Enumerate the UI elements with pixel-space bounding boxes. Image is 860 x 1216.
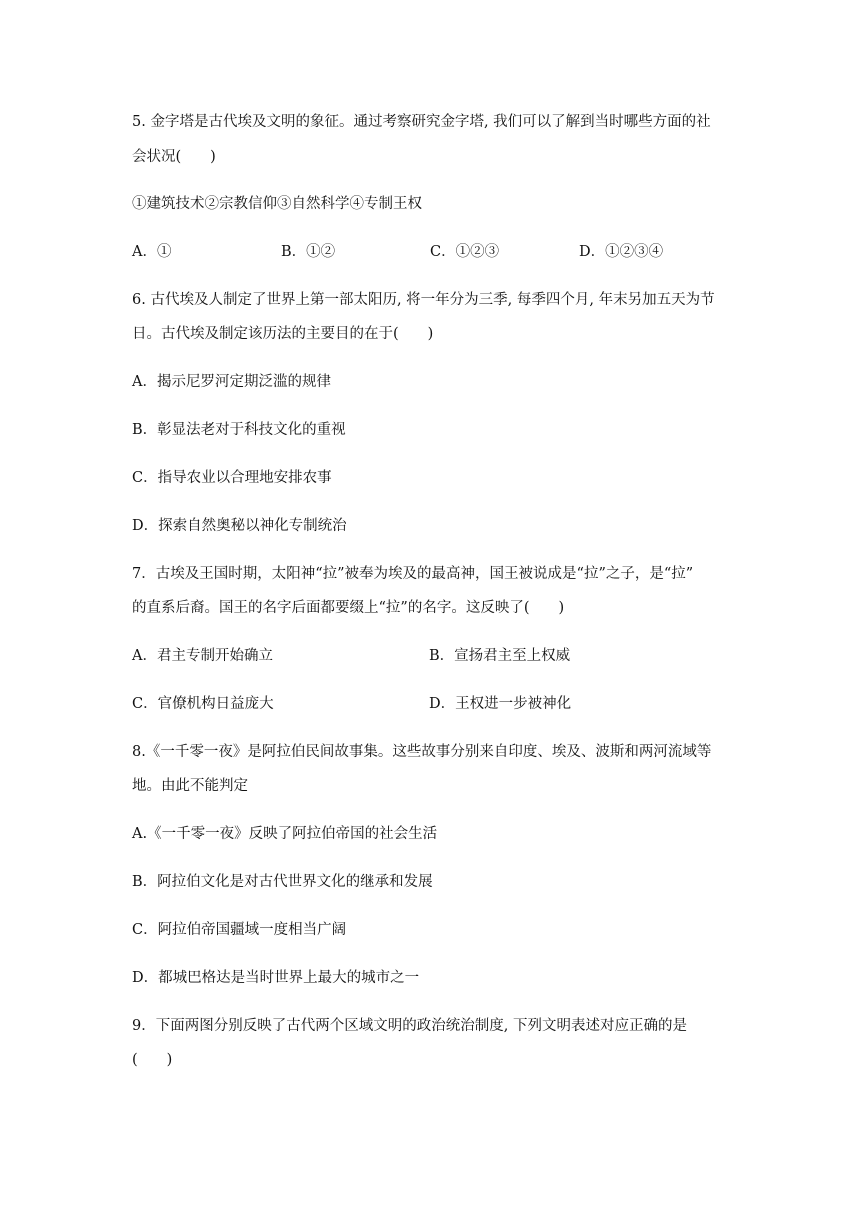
q5-option-c: C．①②③ [430, 244, 500, 260]
q8-option-c: C．阿拉伯帝国疆域一度相当广阔 [132, 922, 347, 938]
q7-option-d: D．王权进一步被神化 [429, 696, 572, 712]
q7-stem-line1: 7．古埃及王国时期，太阳神“拉”被奉为埃及的最高神，国王被说成是“拉”之子，是“拉” [132, 566, 694, 582]
q8-stem-line2: 地。由此不能判定 [132, 778, 248, 794]
q9-stem-line2: ( ) [132, 1052, 173, 1068]
q6-option-a: A．揭示尼罗河定期泛滥的规律 [132, 374, 331, 390]
q5-stem-line1: 5. 金字塔是古代埃及文明的象征。通过考察研究金字塔, 我们可以了解到当时哪些方面的社 [132, 114, 711, 130]
q5-option-a: A．① [132, 244, 172, 260]
q8-stem-line1: 8.《一千零一夜》是阿拉伯民间故事集。这些故事分别来自印度、埃及、波斯和两河流域等 [132, 744, 712, 760]
q7-stem-line2: 的直系后裔。国王的名字后面都要缀上“拉”的名字。这反映了( ) [132, 600, 565, 616]
q9-stem-line1: 9．下面两图分别反映了古代两个区域文明的政治统治制度, 下列文明表述对应正确的是 [132, 1018, 687, 1034]
q6-option-d: D．探索自然奥秘以神化专制统治 [132, 518, 347, 534]
q6-stem-line1: 6. 古代埃及人制定了世界上第一部太阳历, 将一年分为三季, 每季四个月, 年末另加五天为节 [132, 292, 715, 308]
q7-option-c: C．官僚机构日益庞大 [132, 696, 274, 712]
q6-option-c: C．指导农业以合理地安排农事 [132, 470, 332, 486]
q8-option-a: A.《一千零一夜》反映了阿拉伯帝国的社会生活 [132, 826, 438, 842]
q7-option-b: B．宣扬君主至上权威 [429, 648, 571, 664]
q8-option-d: D．都城巴格达是当时世界上最大的城市之一 [132, 970, 420, 986]
q6-option-b: B．彰显法老对于科技文化的重视 [132, 422, 346, 438]
q5-option-d: D．①②③④ [579, 244, 664, 260]
q5-items: ①建筑技术②宗教信仰③自然科学④专制王权 [132, 196, 422, 212]
q8-option-b: B．阿拉伯文化是对古代世界文化的继承和发展 [132, 874, 433, 890]
q5-option-b: B．①② [281, 244, 336, 260]
q5-stem-line2: 会状况( ) [132, 149, 216, 165]
q6-stem-line2: 日。古代埃及制定该历法的主要目的在于( ) [132, 326, 434, 342]
q7-option-a: A．君主专制开始确立 [132, 648, 273, 664]
